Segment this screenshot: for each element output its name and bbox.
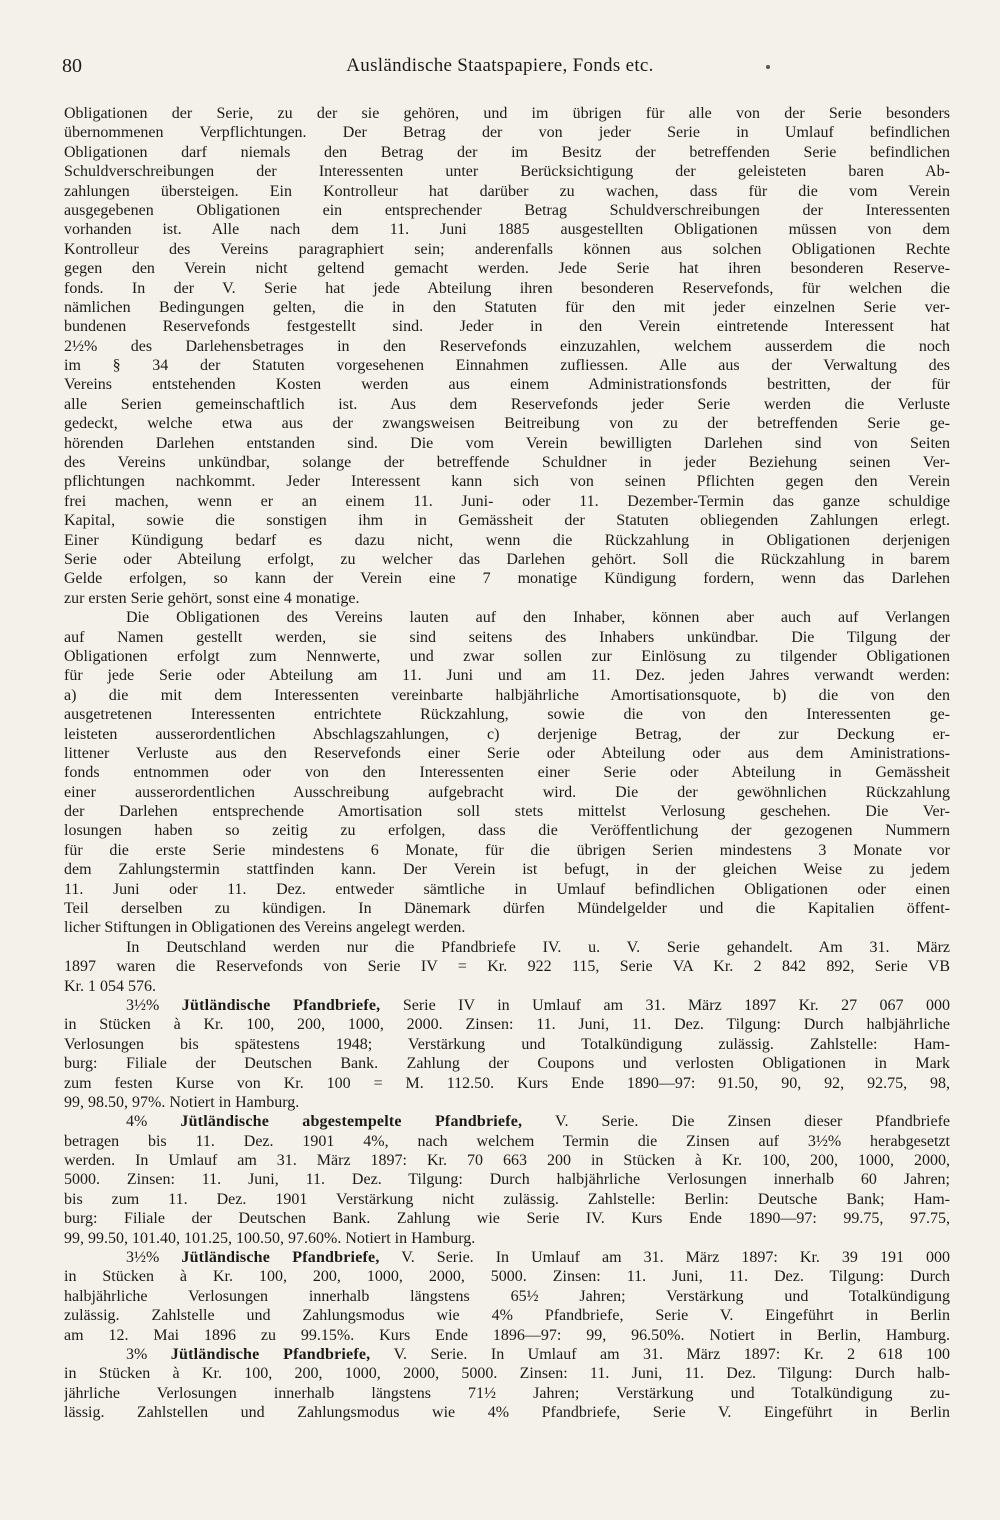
section-heading: Jütländische Pfandbriefe, — [181, 1249, 380, 1267]
text-line: 3½% Jütländische Pfandbriefe, V. Serie. In Umlauf am 31. März 1897: Kr. 39 191 000 — [126, 1249, 950, 1267]
text-line: 5000. Zinsen: 11. Juni, 11. Dez. Tilgung: Durch halbjährliche Verlosungen innerhalb 60 Jahren; — [64, 1171, 950, 1189]
running-title: Ausländische Staatspapiere, Fonds etc. — [346, 55, 654, 76]
text-line: für jede Serie oder Abteilung am 11. Juni und am 11. Dez. jeden Jahres verwandt werden: — [64, 667, 950, 685]
text-line: halbjährliche Verlosungen innerhalb längstens 65½ Jahren; Verstärkung und Totalkündigung — [64, 1287, 950, 1305]
text-line: dem Zahlungstermin stattfinden kann. Der Verein ist befugt, in der gleichen Weise zu jedem — [64, 861, 950, 879]
text-line: burg: Filiale der Deutschen Bank. Zahlung wie Serie IV. Kurs Ende 1890—97: 99.75, 97.75, — [64, 1210, 950, 1228]
text-line: auf Namen gestellt werden, sie sind seitens des Inhabers unkündbar. Die Tilgung der — [64, 628, 950, 646]
text-line: Verlosungen bis spätestens 1948; Verstärkung und Totalkündigung zulässig. Zahlstelle: Ham- — [64, 1035, 950, 1053]
text-line: für die erste Serie mindestens 6 Monate, für die übrigen Serien mindestens 3 Monate vor — [64, 841, 950, 859]
text-line: zum festen Kurse von Kr. 100 = M. 112.50. Kurs Ende 1890—97: 91.50, 90, 92, 92.75, 98, — [64, 1074, 950, 1092]
text-line: nämlichen Bedingungen gelten, die in den Statuten für den mit jeder einzelnen Serie ver- — [64, 298, 950, 316]
text-line: Kontrolleur des Vereins paragraphiert sein; anderenfalls können aus solchen Obligationen Rechte — [64, 240, 950, 258]
section-heading: Jütländische abgestempelte Pfandbriefe, — [180, 1113, 523, 1131]
text-line: zahlungen übersteigen. Ein Kontrolleur hat darüber zu wachen, dass für die vom Verein — [64, 182, 950, 200]
text-line: einer ausserordentlichen Ausschreibung aufgebracht wird. Die der gewöhnlichen Rückzahlung — [64, 783, 950, 801]
text-line: Einer Kündigung bedarf es dazu nicht, wenn die Rückzahlung in Obligationen derjenigen — [64, 531, 950, 549]
text-line: Serie oder Abteilung erfolgt, zu welcher das Darlehen gehört. Soll die Rückzahlung in barem — [64, 550, 950, 568]
text-line: hörenden Darlehen entstanden sind. Die vom Verein bewilligten Darlehen sind von Seiten — [64, 434, 950, 452]
text-line: gedeckt, welche etwa aus der zwangsweisen Beitreibung von zu der betreffenden Serie ge- — [64, 415, 950, 433]
body-text — [64, 104, 950, 1423]
text-line: licher Stiftungen in Obligationen des Vereins angelegt werden. — [64, 919, 466, 937]
text-line: Schuldverschreibungen der Interessenten unter Berücksichtigung der geleisteten baren Ab- — [64, 163, 950, 181]
text-line: Gelde erfolgen, so kann der Verein eine 7 monatige Kündigung fordern, wenn das Darlehen — [64, 570, 950, 588]
section-heading: Jütländische Pfandbriefe, — [181, 996, 381, 1014]
text-line: in Stücken à Kr. 100, 200, 1000, 2000, 5000. Zinsen: 11. Juni, 11. Dez. Tilgung: Durch halb- — [64, 1365, 950, 1383]
text-line: am 12. Mai 1896 zu 99.15%. Kurs Ende 1896—97: 99, 96.50%. Notiert in Berlin, Hamburg. — [64, 1326, 950, 1344]
text-line: Kr. 1 054 576. — [64, 977, 156, 995]
text-line: übernommenen Verpflichtungen. Der Betrag der von jeder Serie in Umlauf befindlichen — [64, 124, 950, 142]
text-line: Obligationen erfolgt zum Nennwerte, und zwar sollen zur Einlösung zu tilgender Obligationen — [64, 647, 950, 665]
page-header — [62, 55, 938, 85]
text-line: burg: Filiale der Deutschen Bank. Zahlung der Coupons und verlosten Obligationen in Mark — [64, 1055, 950, 1073]
text-line: Die Obligationen des Vereins lauten auf den Inhaber, können aber auch auf Verlangen — [126, 609, 950, 627]
text-line: jährliche Verlosungen innerhalb längstens 71½ Jahren; Verstärkung und Totalkündigung zu- — [64, 1384, 950, 1402]
text-line: 99, 99.50, 101.40, 101.25, 100.50, 97.60%. Notiert in Hamburg. — [64, 1229, 476, 1247]
page-number: 80 — [62, 55, 82, 77]
text-line: in Stücken à Kr. 100, 200, 1000, 2000, 5000. Zinsen: 11. Juni, 11. Dez. Tilgung: Durch — [64, 1268, 950, 1286]
text-line: In Deutschland werden nur die Pfandbriefe IV. u. V. Serie gehandelt. Am 31. März — [126, 938, 950, 956]
text-line: vorhanden ist. Alle nach dem 11. Juni 1885 ausgestellten Obligationen müssen von dem — [64, 221, 950, 239]
text-line: zulässig. Zahlstelle und Zahlungsmodus wie 4% Pfandbriefe, Serie V. Eingeführt in Berlin — [64, 1307, 950, 1325]
text-line: pflichtungen nachkommt. Jeder Interessent kann sich von seinen Pflichten gegen den Verein — [64, 473, 950, 491]
text-line: lässig. Zahlstellen und Zahlungsmodus wie 4% Pfandbriefe, Serie V. Eingeführt in Berlin — [64, 1404, 950, 1422]
text-line: alle Serien gemeinschaftlich ist. Aus dem Reservefonds jeder Serie werden die Verluste — [64, 395, 950, 413]
text-line: gegen den Verein nicht geltend gemacht werden. Jede Serie hat ihren besonderen Reserve- — [64, 260, 950, 278]
text-line: Vereins entstehenden Kosten werden aus einem Administrationsfonds bestritten, der für — [64, 376, 950, 394]
text-line: im § 34 der Statuten vorgesehenen Einnahmen zufliessen. Alle aus der Verwaltung des — [64, 357, 950, 375]
text-line: frei machen, wenn er an einem 11. Juni- oder 11. Dezember-Termin das ganze schuldige — [64, 492, 950, 510]
text-line: Kapital, sowie die sonstigen ihm in Gemässheit der Statuten obliegenden Zahlungen erlegt. — [64, 512, 950, 530]
text-line: 3½% Jütländische Pfandbriefe, Serie IV in Umlauf am 31. März 1897 Kr. 27 067 000 — [126, 996, 950, 1014]
text-line: 2½% des Darlehensbetrages in den Reservefonds einzuzahlen, welchem ausserdem die noch — [64, 337, 950, 355]
text-line: werden. In Umlauf am 31. März 1897: Kr. 70 663 200 in Stücken à Kr. 100, 200, 1000, 2000, — [64, 1152, 950, 1170]
text-line: a) die mit dem Interessenten vereinbarte halbjährliche Amortisationsquote, b) die von den — [64, 686, 950, 704]
text-line: leisteten ausserordentlichen Abschlagszahlungen, c) derjenige Betrag, der zur Deckung er- — [64, 725, 950, 743]
text-line: 4% Jütländische abgestempelte Pfandbriefe, V. Serie. Die Zinsen dieser Pfandbriefe — [126, 1113, 950, 1131]
text-line: littener Verluste aus den Reservefonds einer Serie oder Abteilung oder aus dem Aministrations- — [64, 744, 950, 762]
text-line: bundenen Reservefonds festgestellt sind. Jeder in den Verein eintretende Interessent hat — [64, 318, 950, 336]
section-heading: Jütländische Pfandbriefe, — [170, 1346, 371, 1363]
text-line: fonds entnommen oder von den Interessenten einer Serie oder Abteilung in Gemässheit — [64, 764, 950, 782]
text-line: betragen bis 11. Dez. 1901 4%, nach welchem Termin die Zinsen auf 3½% herabgesetzt — [64, 1132, 950, 1150]
text-line: ausgetretenen Interessenten entrichtete Rückzahlung, sowie die von den Interessenten ge- — [64, 706, 950, 724]
text-line: des Vereins unkündbar, solange der betreffende Schuldner in jeder Beziehung seinen Ver- — [64, 454, 950, 472]
text-line: ausgegebenen Obligationen ein entsprechender Betrag Schuldverschreibungen der Interessenten — [64, 201, 950, 219]
text-line: losungen haben so zeitig zu erfolgen, dass die Veröffentlichung der gezogenen Nummern — [64, 822, 950, 840]
text-line: zur ersten Serie gehört, sonst eine 4 monatige. — [64, 589, 360, 607]
text-line: in Stücken à Kr. 100, 200, 1000, 2000. Zinsen: 11. Juni, 11. Dez. Tilgung: Durch halbjährliche — [64, 1016, 950, 1034]
text-line: der Darlehen entsprechende Amortisation soll stets mittelst Verlosung geschehen. Die Ver- — [64, 803, 950, 821]
text-line: fonds. In der V. Serie hat jede Abteilung ihren besonderen Reservefonds, für welchen die — [64, 279, 950, 297]
text-line: Obligationen der Serie, zu der sie gehören, und im übrigen für alle von der Serie besonders — [64, 105, 950, 122]
print-speck — [766, 65, 770, 69]
text-line: 1897 waren die Reservefonds von Serie IV = Kr. 922 115, Serie VA Kr. 2 842 892, Serie VB — [64, 958, 950, 976]
text-line: 99, 98.50, 97%. Notiert in Hamburg. — [64, 1093, 300, 1111]
text-line: Teil derselben zu kündigen. In Dänemark dürfen Mündelgelder und die Kapitalien öffent- — [64, 900, 950, 918]
text-line: bis zum 11. Dez. 1901 Verstärkung nicht zulässig. Zahlstelle: Berlin: Deutsche Bank; Ham- — [64, 1190, 950, 1208]
text-line: 3% Jütländische Pfandbriefe, V. Serie. In Umlauf am 31. März 1897: Kr. 2 618 100 — [126, 1346, 950, 1363]
text-line: 11. Juni oder 11. Dez. entweder sämtliche in Umlauf befindlichen Obligationen oder einen — [64, 880, 950, 898]
text-line: Obligationen darf niemals den Betrag der im Besitz der betreffenden Serie befindlichen — [64, 143, 950, 161]
